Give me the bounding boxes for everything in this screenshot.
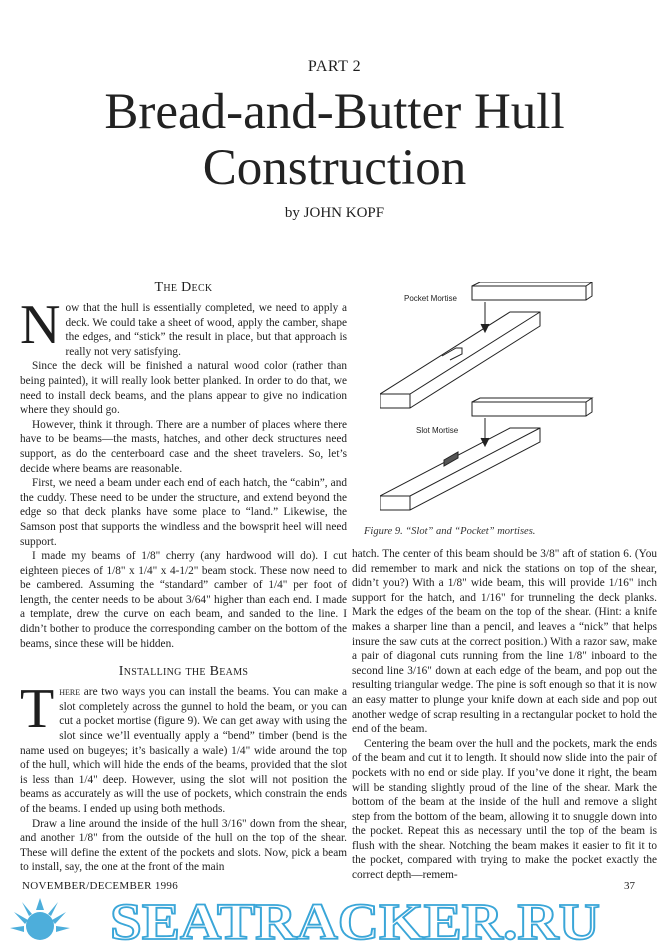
watermark-text: SEATRACKER.RU: [110, 894, 600, 942]
section-heading-deck: The Deck: [154, 280, 213, 295]
part-label: PART 2: [307, 58, 362, 75]
drop-cap: T: [20, 678, 55, 741]
title-line-1: Bread-and-Butter Hull: [104, 84, 565, 140]
mortise-diagram: [380, 282, 600, 514]
left-column: [20, 279, 347, 875]
page-number: 37: [624, 880, 635, 892]
paragraph: First, we need a beam under each end of each hatch, the “cabin”, and the cuddy. These need to be under the structure, and extend beyond the edge so that deck planks have some place to “land.” Likewise, the Samson post that supports the windless and the bowsprit heel will need support.: [20, 477, 347, 548]
label-slot-mortise: Slot Mortise: [416, 426, 459, 435]
article-title: [0, 84, 669, 196]
footer-issue-date: NOVEMBER/DECEMBER 1996: [22, 880, 179, 892]
paragraph: Now that the hull is essentially completed, we need to apply a deck. We could take a sheet of wood, apply the camber, shape the edges, and “stick” the result in place, but that approach is really not very satisfying.: [20, 294, 347, 358]
label-pocket-mortise: Pocket Mortise: [404, 294, 457, 303]
gunnel-pocket: [380, 312, 540, 408]
byline: by JOHN KOPF: [284, 205, 385, 221]
sun-icon: [10, 898, 70, 940]
right-column: [352, 547, 657, 883]
gunnel-slot: [380, 428, 540, 510]
paragraph: There are two ways you can install the beams. You can make a slot completely across the gunnel to hold the beam, or you can cut a pocket mortise (figure 9). We can get away with using the slot since we’ll eventually apply a “bend” timber (bend is the name used on bugeyes; it’s basically a wale) 1/4" wide around the top of the hull, which will hide the ends of the beams, provided that the slot is less than 1/4" deep. However, using the slot will not position the beams as accurately as will the use of pockets, which constrain the ends of the beams. I ended up using both methods.: [20, 678, 347, 815]
paragraph: Centering the beam over the hull and the pockets, mark the ends of the beam and cut it to length. It should now slide into the pair of pockets with no end or side play. If you’ve done it right, the beam will be standing slightly proud of the line of the shear. Mark the bottom of the beam at the inside of the hull and remove a slight step from the bottom of the beam, allowing it to snuggle down into the pocket. Repeat this as necessary until the top of the beam is flush with the shear. Notching the beam makes it easier to fit it to the pocket, compared with trying to make the pocket exactly the correct depth—remem-: [352, 737, 657, 882]
paragraph: However, think it through. There are a number of places where there have to be beams—the masts, hatches, and other deck structures need support, as do the centerboard case and the sheet travelers. So, let’s decide where beams are reasonable.: [20, 418, 347, 475]
section-heading-installing: Installing the Beams: [118, 664, 249, 680]
paragraph: I made my beams of 1/8" cherry (any hardwood will do). I cut eighteen pieces of 1/8" x 1/4" x 4-1/2" beam stock. These now need to be cambered. Assuming the “standard” camber of 1/4" per foot of length, the center needs to be about 3/64" higher than each end. I made a template, drew the curve on each beam, and sanded to the line. I didn’t bother to produce the corresponding camber on the bottom of the beams, since these will be hidden.: [20, 550, 347, 650]
paragraph: Draw a line around the inside of the hull 3/16" down from the shear, and another 1/8" from the outside of the hull on the top of the shear. These will define the extent of the pockets and slots. Now, pick a beam to install, say, the one at the front of the main: [20, 817, 347, 874]
figure-caption: Figure 9. “Slot” and “Pocket” mortises.: [364, 526, 536, 537]
paragraph: Since the deck will be finished a natural wood color (rather than being painted), it will really look better planked. In order to do that, we need to install deck beams, and the plans appear to give no indication where they should go.: [20, 360, 347, 417]
drop-cap: N: [20, 294, 61, 356]
figure-mortises: [380, 282, 600, 514]
beam-top: [472, 282, 592, 300]
title-line-2: Construction: [202, 140, 467, 196]
paragraph: hatch. The center of this beam should be 3/8" aft of station 6. (You did remember to mark and nick the stations on top of the shear, didn’t you?) With a 1/8" wide beam, this will provide 1/16" inch support for the hatch, and 1/16" for trunneling the deck planks. Mark the edges of the beam on the top of the shear. (Hint: a knife makes a sharper line than a pencil, and leaves a “nick” that helps insure the saw cuts at the correct position.) With a razor saw, make a pair of diagonal cuts running from the line 1/8" inboard to the second line 3/16" down at each edge of the beam, and pop out the resulting triangular wedge. The pine is soft enough so that it is now an easy matter to plunge your knife down at each side and pop out another wedge of scrap resulting in a rectangular pocket to hold the end of the beam.: [352, 548, 657, 736]
